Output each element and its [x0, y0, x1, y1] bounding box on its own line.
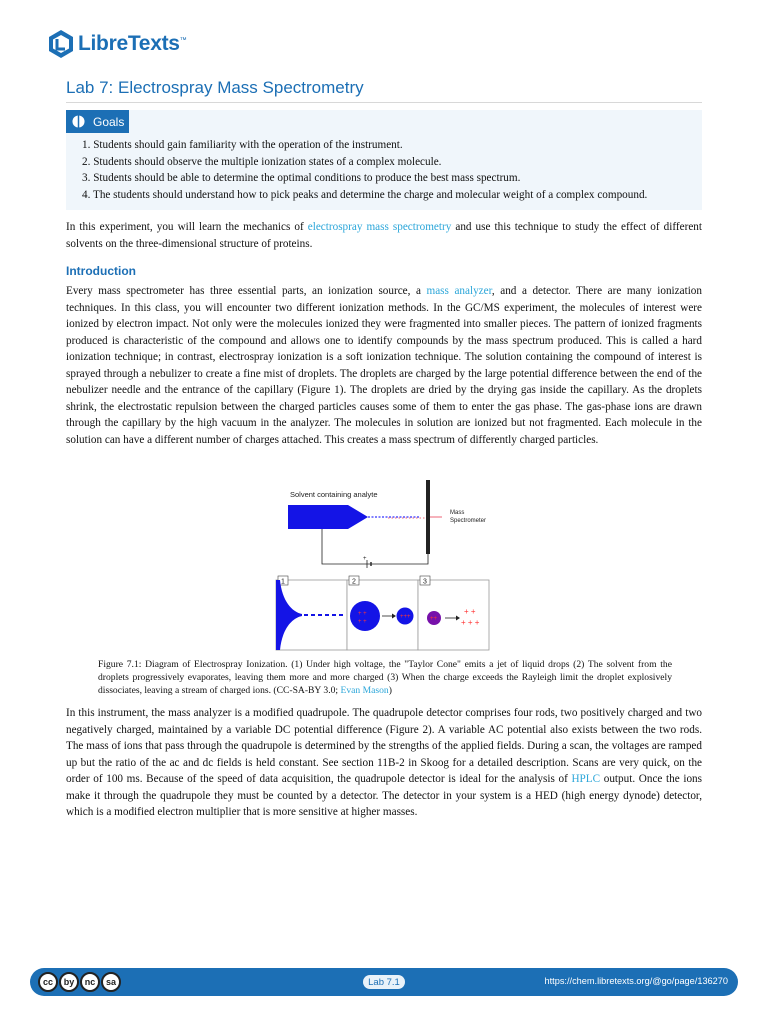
figure-caption [98, 659, 672, 697]
logo-text: LibreTexts [78, 32, 180, 55]
by-icon: by [59, 972, 79, 992]
introduction-text: , and a detector. There are many ionization techniques. In this class, you will encounter two different ionization methods. In the GC/MS experiment, the molecules of interest were ionized by electron impact. Not only were the molecules ionized they were fragmented into smaller pieces. The pattern of ionized fragments produced is characteristic of the compound and allows one to identify compounds by the mass spectrum produced. This is called a hard ionization technique; in contrast, electrospray ionization is a soft ionization technique. The solution containing the compound of interest is sprayed through a nebulizer to create a fine mist of droplets. The droplets are charged by the large potential difference between the end of the nebulizer needle and the entrance of the capillary (Figure 1). The droplets are dried by the drying gas inside the capillary. As the droplets shrink, the electrostatic repulsion between the charged particles causes some of them to enter the gas phase. The gas-phase ions are drawn through the capillary by the high vacuum in the analyzer. The molecules in solution are ionized but not fragmented. Each molecule in the solution can have a different number of charges attached. This creates a mass spectrum of differently charged particles. [66, 285, 702, 446]
panel-2-label: 2 [352, 578, 356, 586]
goal-item: 1. Students should gain familiarity with the operation of the instrument. [82, 139, 403, 151]
charge-marks: + + [358, 611, 367, 617]
panel-1-label: 1 [281, 578, 285, 586]
page-title: Lab 7: Electrospray Mass Spectrometry [66, 78, 702, 103]
nc-icon: nc [80, 972, 100, 992]
libretexts-logo[interactable] [46, 27, 187, 61]
caption-text: ) [388, 684, 392, 696]
cc-license-badges[interactable] [38, 972, 121, 992]
electrospray-diagram [270, 476, 500, 656]
solvent-label: Solvent containing analyte [290, 490, 378, 499]
goal-item: 4. The students should understand how to pick peaks and determine the charge and molecular weight of a complex compound. [82, 189, 648, 202]
introduction-paragraph [66, 283, 702, 448]
libretexts-logo-icon [46, 29, 76, 59]
goals-tab [66, 110, 129, 133]
goal-item: 3. Students should be able to determine the optimal conditions to produce the best mass spectrum. [82, 172, 521, 185]
intro-paragraph [66, 219, 702, 252]
hplc-link[interactable]: HPLC [571, 773, 601, 785]
free-ions: + + [464, 607, 476, 616]
charge-marks: +++ [400, 614, 411, 620]
free-ions: + + + [461, 618, 480, 627]
goals-box [66, 110, 702, 210]
introduction-heading: Introduction [66, 264, 136, 278]
goals-icon [72, 115, 85, 128]
page-label: Lab 7.1 [363, 975, 405, 989]
analyzer-paragraph [66, 705, 702, 821]
panel-3-label: 3 [423, 578, 427, 586]
page-url-link[interactable]: https://chem.libretexts.org/@go/page/136270 [544, 976, 728, 986]
analyzer-text: In this instrument, the mass analyzer is a modified quadrupole. The quadrupole detector comprises four rods, two positively charged and two negatively charged, maintained by a variable DC potential difference (Figure 2). A variable AC potential also exists between the two rods. The mass of ions that pass through the quadrupole is determined by the strengths of the applied fields. During a scan, the voltages are ramped up but the ratio of the ac and dc fields is held constant. See section 11B-2 in Skoog for a detailed description. Scans are very quick, on the order of 100 ms. Because of the speed of data acquisition, the quadrupole detector is ideal for the analysis of [66, 707, 702, 785]
mass-label: Mass [450, 510, 465, 516]
logo-trademark: ™ [179, 37, 187, 44]
mass-analyzer-link[interactable]: mass analyzer [426, 285, 492, 297]
analyzer-text: output. Once the ions make it through the quadrupole they must be counted by a detector. The detector in your system is a HED (high energy dynode) detector, which is a modified electron multiplier that is more sensitive at higher masses. [66, 773, 702, 818]
battery-plus-sign: + [363, 556, 367, 562]
intro-text: In this experiment, you will learn the mechanics of [66, 221, 308, 233]
sa-icon: sa [101, 972, 121, 992]
footer-bar [30, 968, 738, 996]
charge-marks: ++ [430, 616, 438, 622]
capillary-plate [426, 480, 430, 554]
circuit-wire [322, 529, 428, 564]
introduction-text: Every mass spectrometer has three essential parts, an ionization source, a [66, 285, 427, 297]
intro-text: and use this technique to study the effect of different solvents on the three-dimensional structure of proteins. [66, 221, 702, 250]
caption-text: Figure 7.1: Diagram of Electrospray Ionization. (1) Under high voltage, the "Taylor Cone" emits a jet of liquid drops (2) The solvent from the droplets progressively evaporates, leaving them more and more charged (3) When the charge exceeds the Rayleigh limit the droplet explosively dissociates, leaving a stream of charged ions. (CC-SA-BY 3.0; [98, 659, 672, 696]
electrospray-link[interactable]: electrospray mass spectrometry [307, 221, 452, 233]
spectrometer-label: Spectrometer [450, 518, 487, 524]
goals-label: Goals [93, 114, 125, 129]
taylor-cone [348, 505, 368, 529]
charge-marks: + + [358, 619, 367, 625]
nebulizer-needle [288, 505, 348, 529]
goals-list [82, 137, 647, 204]
cc-icon: cc [38, 972, 58, 992]
goal-item: 2. Students should observe the multiple ionization states of a complex molecule. [82, 155, 442, 168]
evan-mason-link[interactable]: Evan Mason [340, 684, 389, 696]
